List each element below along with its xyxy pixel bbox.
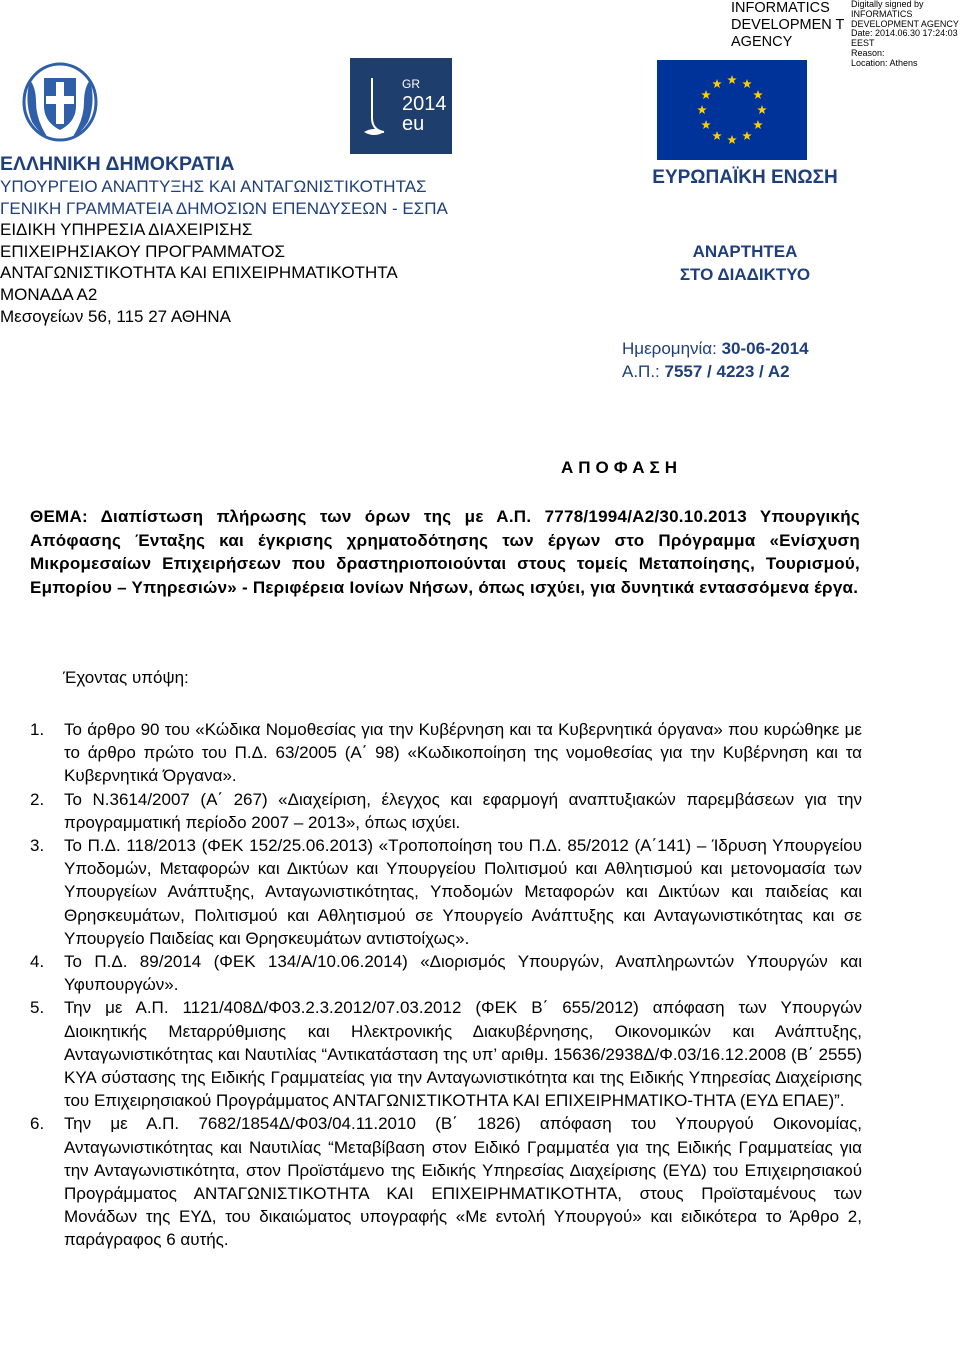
item-text: Την με Α.Π. 1121/408Δ/Φ03.2.3.2012/07.03.2012 (ΦΕΚ Β΄ 655/2012) απόφαση των Υπουργών Διοικητικής Μεταρρύθμισης και Ηλεκτρονικής Διακυβέρνησης, Οικονομικών και Ανάπτυξης, Ανταγωνιστικότητας και Ναυτιλίας “Αντικατάσταση της υπ’ αριθμ. 15636/2938Δ/Φ.03/16.12.2008 (Β΄ 2555) ΚΥΑ σύστασης της Ειδικής Γραμματείας για την Ανταγωνιστικότητα και της Ειδικής Υπηρεσίας Διαχείρισης του Επιχειρησιακού Προγράμματος ΑΝΤΑΓΩΝΙΣΤΙΚΟΤΗΤΑ ΚΑΙ ΕΠΙΧΕΙΡΗΜΑΤΙΚΟ-ΤΗΤΑ (ΕΥΔ ΕΠΑΕ)”.	[64, 998, 862, 1111]
list-item	[30, 788, 862, 834]
secretariat-name: ΓΕΝΙΚΗ ΓΡΑΜΜΑΤΕΙΑ ΔΗΜΟΣΙΩΝ ΕΠΕΝΔΥΣΕΩΝ - ΕΣΠΑ	[0, 198, 448, 218]
header-left	[0, 152, 600, 327]
item-number: 4.	[30, 952, 45, 972]
item-text: Την με Α.Π. 7682/1854Δ/Φ03/04.11.2010 (Β΄ 1826) απόφαση του Υπουργού Οικονομίας, Ανταγωνιστικότητας και Ναυτιλίας “Μεταβίβαση στον Ειδικό Γραμματέα για της Ειδικής Γραμματείας για την Ανταγωνιστικότητα, στον Προϊστάμενο της Ειδικής Υπηρεσίας Διαχείρισης (ΕΥΔ) του Επιχειρησιακού Προγράμματος ΑΝΤΑΓΩΝΙΣΤΙΚΟΤΗΤΑ ΚΑΙ ΕΠΙΧΕΙΡΗΜΑΤΙΚΟΤΗΤΑ, στους Προϊσταμένους των Μονάδων της ΕΥΔ, του δικαιώματος υπογραφής «Με εντολή Υπουργού» και ειδικότερα το Άρθρο 2, παράγραφος 6 αυτής.	[64, 1114, 862, 1250]
signature-line: Digitally signed by	[851, 0, 924, 9]
signature-line: Date: 2014.06.30 17:24:03	[851, 28, 958, 39]
item-text: Το Π.Δ. 89/2014 (ΦΕΚ 134/Α/10.06.2014) «Διορισμός Υπουργών, Αναπληρωντών Υπουργών και Υφυπουργών».	[64, 952, 862, 995]
address: Μεσογείων 56, 115 27 ΑΘΗΝΑ	[0, 306, 232, 326]
document-date	[622, 339, 809, 359]
item-number: 6.	[30, 1114, 45, 1134]
item-text: Το Ν.3614/2007 (Α΄ 267) «Διαχείριση, έλεγχος και εφαρμογή αναπτυξιακών παρεμβάσεων για την προγραμματική περίοδο 2007 – 2013», όπως ισχύει.	[64, 789, 862, 832]
gr-logo-text-3: eu	[402, 113, 425, 135]
item-number: 1.	[30, 720, 45, 739]
date-value: 30-06-2014	[721, 339, 809, 358]
gr-logo-text-1: GR	[402, 77, 420, 91]
item-text: Το Π.Δ. 118/2013 (ΦΕΚ 152/25.06.2013) «Τροποποίηση του Π.Δ. 85/2012 (Α΄141) – Ίδρυση Υπουργείου Υποδομών, Μεταφορών και Δικτύων και Υπουργείου Πολιτισμού και Αθλητισμού και μετονομασία των Υπουργείων Ανάπτυξης, Ανταγωνιστικότητας, Υποδομών Μεταφορών και Δικτύων και παιδείας και Θρησκευμάτων, Πολιτισμού και Αθλητισμού σε Υπουργείο Ανάπτυξης και Ανταγωνιστικότητας και σε Υπουργείο Παιδείας και Θρησκευμάτων αντιστοίχως».	[64, 836, 862, 948]
signature-organization: INFORMATICS DEVELOPMEN T AGENCY	[731, 0, 845, 50]
list-item	[30, 996, 862, 1112]
list-item	[30, 1112, 862, 1251]
list-item	[30, 718, 862, 788]
subject-paragraph: ΘΕΜΑ: Διαπίστωση πλήρωσης των όρων της με Α.Π. 7778/1994/Α2/30.10.2013 Υπουργικής Απόφασης Ένταξης και έγκρισης χρηματοδότησης των έργων στο Πρόγραμμα «Ενίσχυση Μικρομεσαίων Επιχειρήσεων που δραστηριοποιούνται στους τομείς Μεταποίησης, Τουρισμού, Εμπορίου – Υπηρεσιών» - Περιφέρεια Ιονίων Νήσων, όπως ισχύει, για δυνητικά εντασσόμενα έργα.	[30, 507, 860, 597]
programme-name: ΕΠΙΧΕΙΡΗΣΙΑΚΟΥ ΠΡΟΓΡΑΜΜΑΤΟΣ	[0, 241, 285, 261]
gr-logo-text-2: 2014	[402, 93, 447, 115]
service-name: ΕΙΔΙΚΗ ΥΠΗΡΕΣΙΑ ΔΙΑΧΕΙΡΙΣΗΣ	[0, 220, 253, 240]
signature-line: Reason:	[851, 47, 885, 58]
eu-title: ΕΥΡΩΠΑΪΚΗ ΕΝΩΣΗ	[652, 167, 838, 188]
item-number: 2.	[30, 789, 45, 809]
greek-coat-of-arms-icon	[18, 60, 102, 144]
signature-line: Location: Athens	[851, 57, 918, 68]
protocol-value: 7557 / 4223 / Α2	[664, 362, 790, 381]
item-number: 3.	[30, 836, 45, 856]
gr-2014-eu-logo	[350, 58, 452, 154]
unit-name: ΜΟΝΑΔΑ Α2	[0, 284, 98, 304]
post-notice-line: ΣΤΟ ΔΙΑΔΙΚΤΥΟ	[679, 265, 811, 284]
signature-line: INFORMATICS	[851, 8, 913, 19]
post-notice-line: ΑΝΑΡΤΗΤΕΑ	[692, 242, 798, 261]
country-name: ΕΛΛΗΝΙΚΗ ΔΗΜΟΚΡΑΤΙΑ	[0, 153, 235, 175]
ministry-name: ΥΠΟΥΡΓΕΙΟ ΑΝΑΠΤΥΞΗΣ ΚΑΙ ΑΝΤΑΓΩΝΙΣΤΙΚΟΤΗΤΑΣ	[0, 177, 427, 196]
item-number: 5.	[30, 998, 45, 1018]
considering-heading: Έχοντας υπόψη:	[63, 668, 189, 687]
signature-line: DEVELOPMENT AGENCY	[851, 18, 959, 29]
signature-details	[851, 0, 960, 69]
decision-title: ΑΠΟΦΑΣΗ	[561, 458, 683, 477]
list-item	[30, 950, 862, 996]
eu-flag-icon	[657, 60, 807, 160]
post-online-notice	[625, 240, 865, 286]
signature-line: EEST	[851, 38, 875, 49]
programme-title: ΑΝΤΑΓΩΝΙΣΤΙΚΟΤΗΤΑ ΚΑΙ ΕΠΙΧΕΙΡΗΜΑΤΙΚΟΤΗΤΑ	[0, 263, 398, 283]
protocol-number	[622, 362, 790, 382]
date-label: Ημερομηνία:	[622, 339, 722, 358]
considerations-list	[30, 718, 862, 1252]
protocol-label: Α.Π.:	[622, 362, 665, 381]
list-item	[30, 834, 862, 950]
item-text: Το άρθρο 90 του «Κώδικα Νομοθεσίας για την Κυβέρνηση και τα Κυβερνητικά όργανα» που κυρώθηκε με το άρθρο πρώτο του Π.Δ. 63/2005 (Α΄ 98) «Κωδικοποίηση της νομοθεσίας για την Κυβέρνηση και τα Κυβερνητικά Όργανα».	[64, 720, 862, 786]
